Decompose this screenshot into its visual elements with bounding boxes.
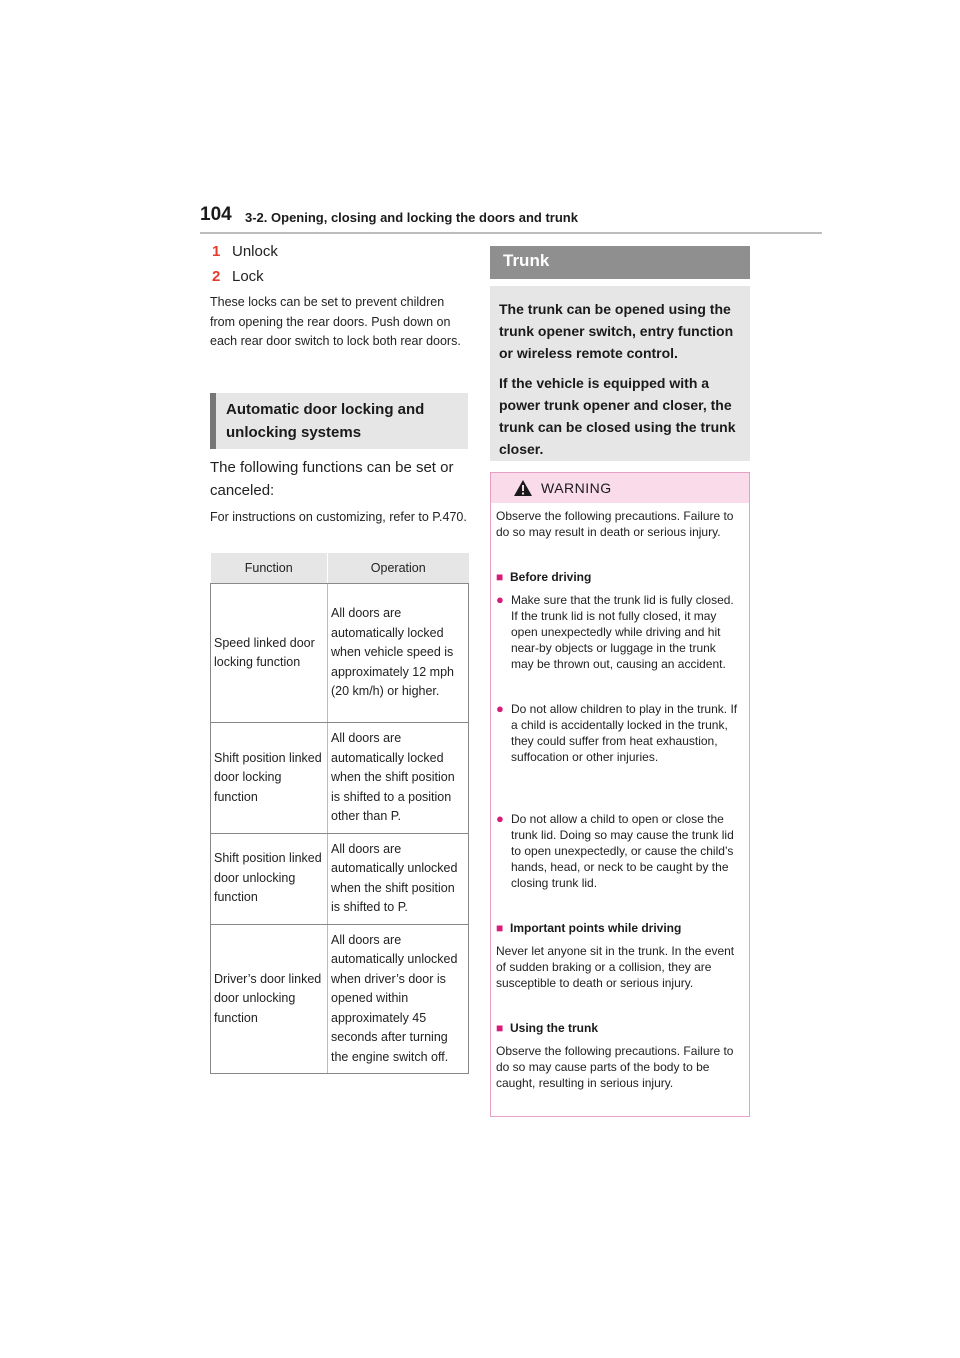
table-row — [211, 924, 469, 1074]
column-header: Function — [211, 553, 328, 584]
square-bullet-icon: ■ — [496, 1021, 504, 1035]
page-number: 104 — [200, 204, 232, 225]
table-row — [211, 723, 469, 834]
square-bullet-icon: ■ — [496, 570, 504, 584]
child-lock-note: These locks can be set to prevent children from opening the rear doors. Push down on each rear door switch to lock both rear doors. — [210, 295, 461, 348]
trunk-title: Trunk — [503, 251, 550, 270]
subheading-text: Before driving — [510, 570, 592, 584]
function-cell: Shift position linked door locking function — [211, 723, 328, 834]
trunk-intro-1: The trunk can be opened using the trunk opener switch, entry function or wireless remote control. — [499, 301, 734, 361]
warning-subheading — [496, 1021, 598, 1035]
bullet-dot-icon: ● — [496, 811, 504, 826]
function-cell: Shift position linked door unlocking function — [211, 833, 328, 924]
list-number: 1 — [212, 243, 221, 260]
operation-cell: All doors are automatically locked when vehicle speed is approximately 12 mph (20 km/h) or higher. — [328, 584, 469, 723]
table-row — [211, 833, 469, 924]
warning-bullet — [496, 811, 744, 891]
square-bullet-icon: ■ — [496, 921, 504, 935]
operation-cell: All doors are automatically unlocked when the shift position is shifted to P. — [328, 833, 469, 924]
table-header-row — [211, 553, 469, 584]
operation-cell: All doors are automatically unlocked when driver’s door is opened within approximately 45 seconds after turning the engine switch off. — [328, 924, 469, 1074]
warning-bullet — [496, 701, 744, 765]
bullet-text: Do not allow children to play in the trunk. If a child is accidentally locked in the trunk, they could suffer from heat exhaustion, suffocation or other injuries. — [511, 702, 738, 764]
section-heading: 3-2. Opening, closing and locking the doors and trunk — [245, 210, 578, 225]
warning-label: WARNING — [541, 480, 612, 496]
section-title: Automatic door locking and unlocking systems — [226, 401, 425, 441]
trunk-intro-box — [490, 286, 750, 461]
subheading-text: Important points while driving — [510, 921, 682, 935]
warning-box — [490, 472, 750, 1117]
trunk-section-bar — [490, 246, 750, 279]
warning-paragraph: Observe the following precautions. Failure to do so may cause parts of the body to be caught, resulting in serious injury. — [496, 1044, 734, 1090]
list-item-lock — [212, 268, 264, 285]
warning-subheading — [496, 570, 591, 584]
warning-bullet — [496, 592, 744, 672]
auto-locking-section-header — [210, 393, 468, 449]
subheading-text: Using the trunk — [510, 1021, 599, 1035]
warning-lead: Observe the following precautions. Failure to do so may result in death or serious injury. — [496, 509, 734, 539]
operation-cell: All doors are automatically locked when the shift position is shifted to a position other than P. — [328, 723, 469, 834]
trunk-intro-2: If the vehicle is equipped with a power trunk opener and closer, the trunk can be closed using the trunk closer. — [499, 375, 736, 457]
column-header: Operation — [328, 553, 469, 584]
header-divider — [200, 232, 822, 234]
list-item-unlock — [212, 243, 278, 260]
warning-paragraph: Never let anyone sit in the trunk. In the event of sudden braking or a collision, they are susceptible to death or serious injury. — [496, 944, 735, 990]
functions-intro: The following functions can be set or canceled: — [210, 459, 454, 499]
bullet-dot-icon: ● — [496, 592, 504, 607]
list-label: Lock — [232, 268, 264, 285]
function-cell: Speed linked door locking function — [211, 584, 328, 723]
bullet-text: Do not allow a child to open or close the trunk lid. Doing so may cause the trunk lid to open unexpectedly, or cause the child’s hands, head, or neck to be caught by the closing trunk lid. — [511, 812, 734, 890]
customize-note: For instructions on customizing, refer to P.470. — [210, 510, 467, 524]
function-cell: Driver’s door linked door unlocking function — [211, 924, 328, 1074]
functions-table — [210, 553, 469, 1074]
bullet-text: Make sure that the trunk lid is fully closed. If the trunk lid is not fully closed, it may open unexpectedly while driving and hit near-by objects or luggage in the trunk may be thrown out, causing an accident. — [511, 593, 734, 671]
warning-subheading — [496, 921, 681, 935]
list-label: Unlock — [232, 243, 278, 260]
bullet-dot-icon: ● — [496, 701, 504, 716]
warning-triangle-icon — [513, 479, 533, 502]
table-row — [211, 584, 469, 723]
warning-header — [491, 473, 749, 503]
list-number: 2 — [212, 268, 221, 285]
